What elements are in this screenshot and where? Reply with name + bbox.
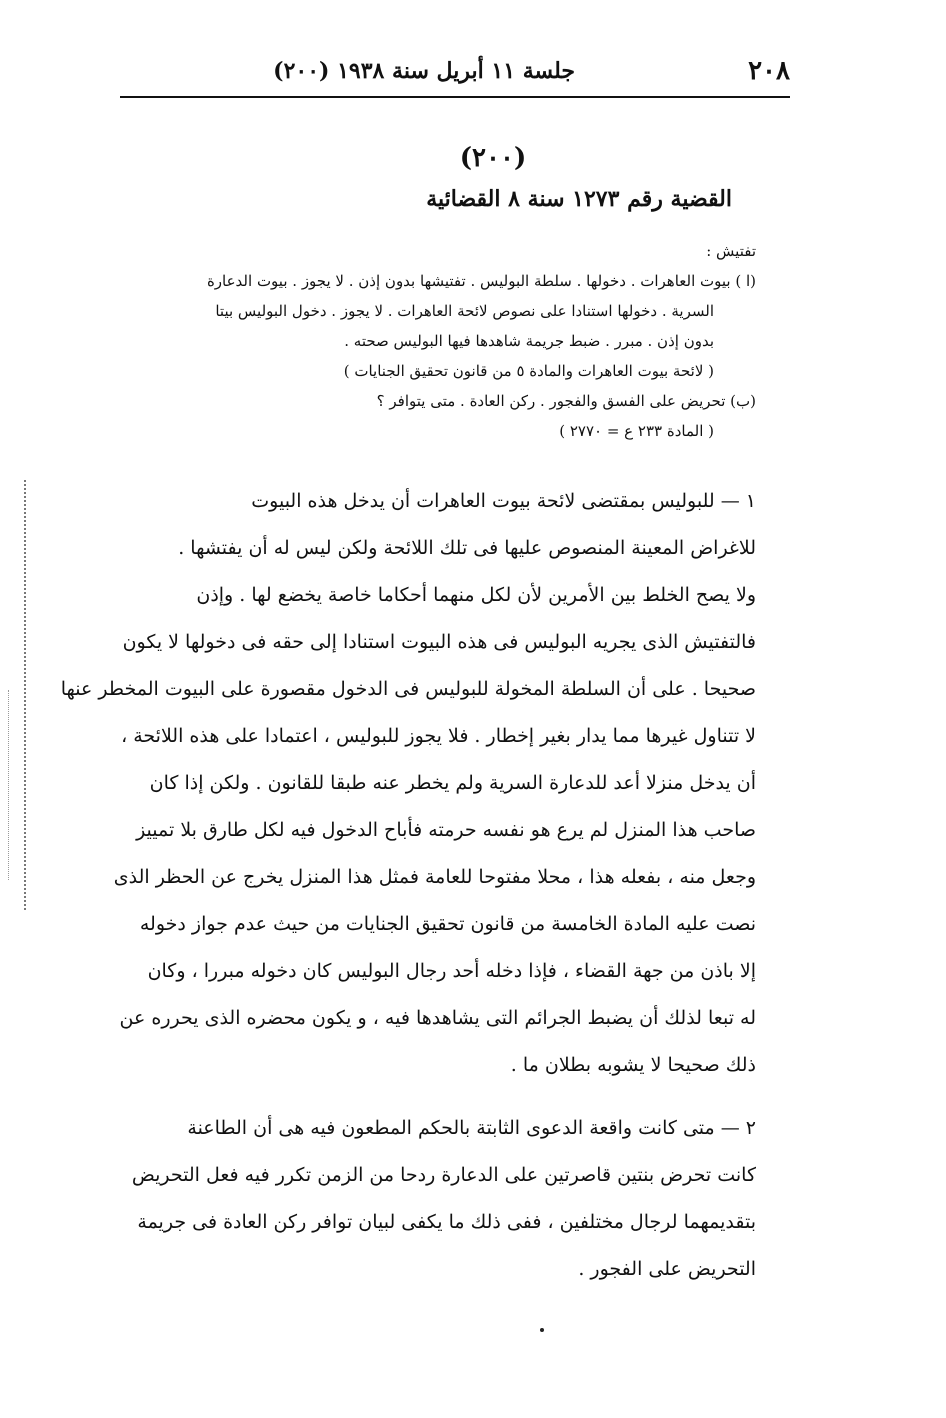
case-summary xyxy=(86,236,756,446)
paragraph-1 xyxy=(61,478,756,1089)
paragraph-line: إلا باذن من جهة القضاء ، فإذا دخله أحد رجال البوليس كان دخوله مبررا ، وكان xyxy=(147,960,756,982)
paragraph-line: للاغراض المعينة المنصوص عليها فى تلك اللائحة ولكن ليس له أن يفتشها . xyxy=(178,537,756,559)
ruling-text xyxy=(61,478,756,1293)
paragraph-line: صاحب هذا المنزل لم يرع هو نفسه حرمته فأباح الدخول فيه لكل طارق بلا تمييز xyxy=(136,819,756,841)
summary-item-a-reference: ( لائحة بيوت العاهرات والمادة ٥ من قانون تحقيق الجنايات ) xyxy=(343,362,714,380)
paragraph-2 xyxy=(61,1105,756,1293)
paragraph-line: لا تتناول غيرها مما يدار بغير إخطار . فلا يجوز للبوليس ، اعتمادا على هذه اللائحة ، xyxy=(121,725,756,747)
header-title: جلسة ١١ أبريل سنة ١٩٣٨ (٢٠٠) xyxy=(273,58,575,84)
summary-item-a-cont: بدون إذن . مبرر . ضبط جريمة شاهدها فيها البوليس صحته . xyxy=(344,332,714,350)
paragraph-line: وجعل منه ، بفعله هذا ، محلا مفتوحا للعامة فمثل هذا المنزل يخرج عن الحظر الذى xyxy=(113,866,756,888)
summary-heading: تفتيش : xyxy=(706,242,756,260)
running-header xyxy=(120,52,790,98)
case-number: (٢٠٠) xyxy=(459,143,527,173)
paragraph-line: له تبعا لذلك أن يضبط الجرائم التى يشاهدها فيه ، و يكون محضره الذى يحرره عن xyxy=(119,1007,756,1029)
ink-speck xyxy=(540,1328,544,1332)
paragraph-line: كانت تحرض بنتين قاصرتين على الدعارة ردحا من الزمن تكرر فيه فعل التحريض xyxy=(131,1164,756,1186)
summary-item-a: (ا ) بيوت العاهرات . دخولها . سلطة البوليس . تفتيشها بدون إذن . لا يجوز . بيوت الدعارة xyxy=(206,272,756,290)
paragraph-line: ١ — للبوليس بمقتضى لائحة بيوت العاهرات أن يدخل هذه البيوت xyxy=(251,490,756,512)
binding-margin-marks xyxy=(8,690,39,880)
summary-item-b-reference: ( المادة ٢٣٣ ع = ٢٧٧٠ ) xyxy=(559,422,714,440)
summary-item-b: (ب) تحريض على الفسق والفجور . ركن العادة . متى يتوافر ؟ xyxy=(376,392,756,410)
paragraph-gap xyxy=(61,1089,756,1105)
paragraph-line: صحيحا . على أن السلطة المخولة للبوليس فى الدخول مقصورة على البيوت المخطر عنها xyxy=(61,678,756,700)
paragraph-line: ٢ — متى كانت واقعة الدعوى الثابتة بالحكم المطعون فيه هى أن الطاعنة xyxy=(187,1117,756,1139)
paragraph-line: نصت عليه المادة الخامسة من قانون تحقيق الجنايات من حيث عدم جواز دخوله xyxy=(139,913,756,935)
case-title: القضية رقم ١٢٧٣ سنة ٨ القضائية xyxy=(426,186,732,212)
paragraph-line: أن يدخل منزلا أعد للدعارة السرية ولم يخطر عنه طبقا للقانون . ولكن إذا كان xyxy=(149,772,756,794)
paragraph-line: فالتفتيش الذى يجريه البوليس فى هذه البيوت استنادا إلى حقه فى دخولها لا يكون xyxy=(122,631,756,653)
paragraph-line: ولا يصح الخلط بين الأمرين لأن لكل منهما أحكاما خاصة يخضع لها . وإذن xyxy=(196,584,756,606)
summary-item-a-cont: السرية . دخولها استنادا على نصوص لائحة العاهرات . لا يجوز . دخول البوليس بيتا xyxy=(215,302,714,320)
page-number: ٢٠٨ xyxy=(748,56,790,86)
paragraph-line: ذلك صحيحا لا يشوبه بطلان ما . xyxy=(510,1054,756,1076)
paragraph-line: بتقديمهما لرجال مختلفين ، ففى ذلك ما يكفى لبيان توافر ركن العادة فى جريمة xyxy=(137,1211,756,1233)
paragraph-line: التحريض على الفجور . xyxy=(578,1258,756,1280)
